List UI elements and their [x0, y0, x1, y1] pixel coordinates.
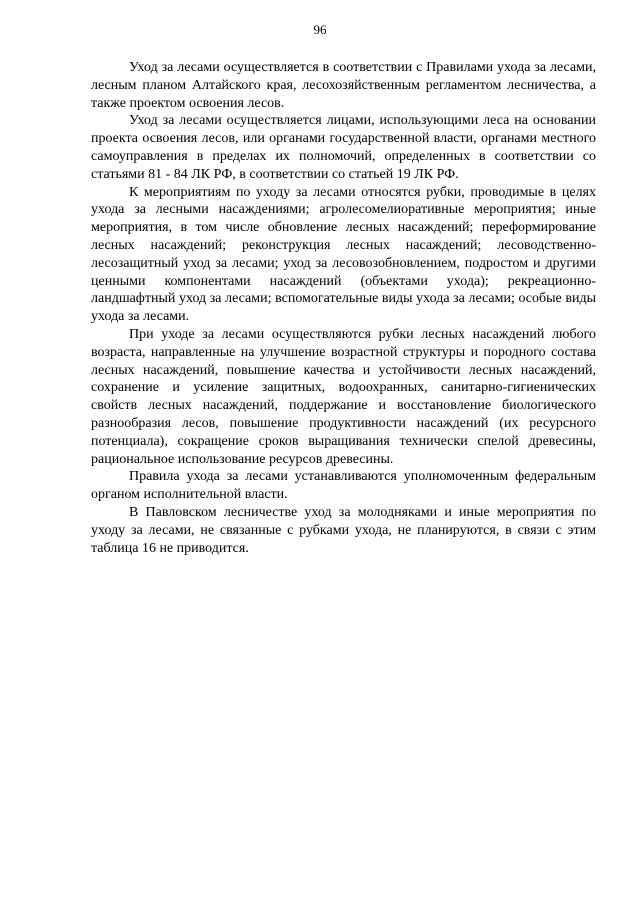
paragraph: Уход за лесами осуществляется лицами, использующими леса на основании проекта освоения лесов, или органами государственной власти, органами местного самоуправления в пределах их полномочий, определенных в соответствии со статьями 81 - 84 ЛК РФ, в соответствии со статьей 19 ЛК РФ. — [91, 113, 596, 182]
paragraph: При уходе за лесами осуществляются рубки лесных насаждений любого возраста, направленные на улучшение возрастной структуры и породного состава лесных насаждений, повышение качества и устойчивости лесных насаждений, сохранение и усиление защитных, водоохранных, санитарно-гигиенических свойств лесных насаждений, поддержание и восстановление биологического разнообразия лесов, повышение продуктивности насаждений (их ресурсного потенциала), сокращение сроков выращивания технически спелой древесины, рациональное использование ресурсов древесины. — [91, 326, 596, 467]
paragraph: В Павловском лесничестве уход за молодняками и иные мероприятия по уходу за лесами, не связанные с рубками ухода, не планируются, в связи с этим таблица 16 не приводится. — [91, 504, 596, 556]
document-body — [91, 59, 596, 557]
page-number: 96 — [313, 22, 327, 37]
paragraph: Правила ухода за лесами устанавливаются уполномоченным федеральным органом исполнительной власти. — [91, 469, 596, 503]
paragraph: Уход за лесами осуществляется в соответствии с Правилами ухода за лесами, лесным планом Алтайского края, лесохозяйственным регламентом лесничества, а также проектом освоения лесов. — [91, 60, 596, 111]
paragraph: К мероприятиям по уходу за лесами относятся рубки, проводимые в целях ухода за лесными насаждениями; агролесомелиоративные мероприятия; иные мероприятия, в том числе обновление лесных насаждений; переформирование лесных насаждений; реконструкция лесных насаждений; лесоводственно-лесозащитный уход за лесами; уход за лесовозобновлением, подростом и другими ценными компонентами насаждений (объектами ухода); рекреационно-ландшафтный уход за лесами; вспомогательные виды ухода за лесами; особые виды ухода за лесами. — [91, 184, 596, 325]
